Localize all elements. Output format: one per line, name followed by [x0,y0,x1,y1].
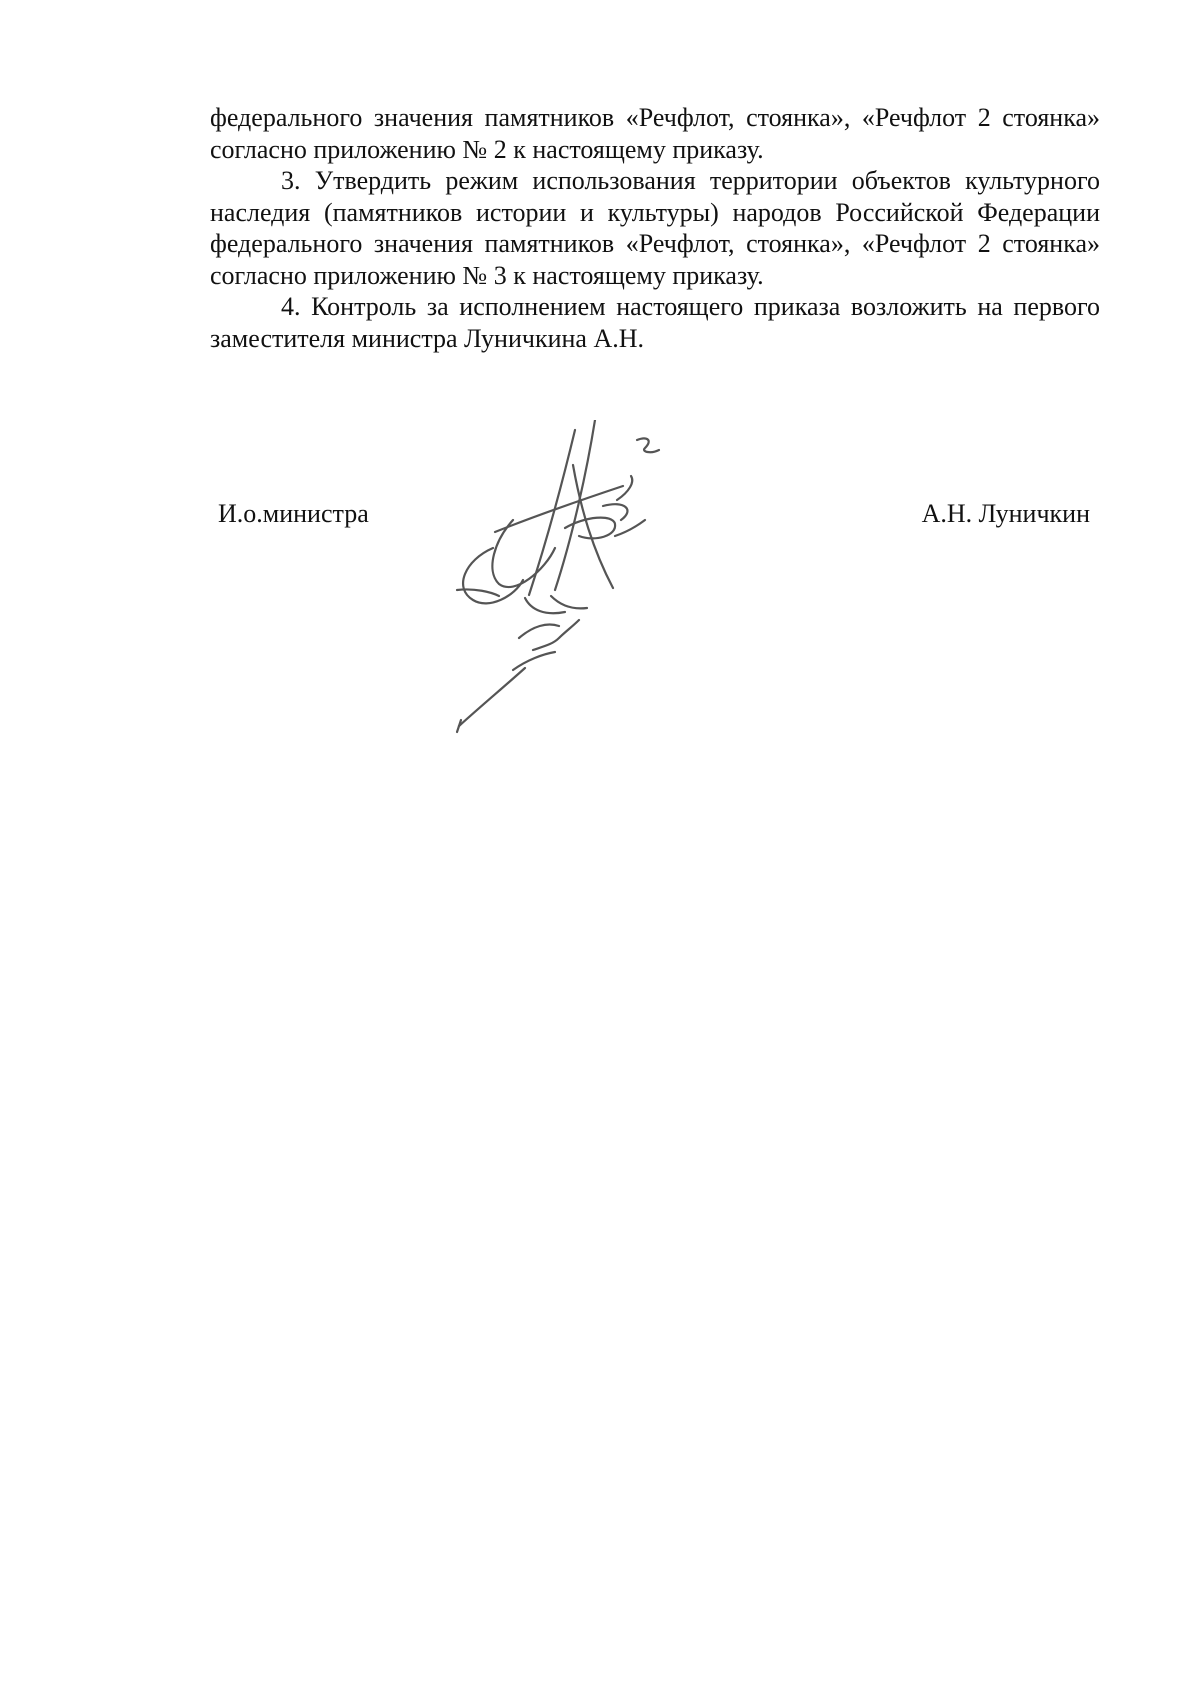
signatory-title: И.о.министра [218,499,369,528]
document-body [210,102,1100,354]
paragraph-item-4: 4. Контроль за исполнением настоящего приказа возложить на первого заместителя министра Луничкина А.Н. [210,292,1100,353]
paragraph-continuation: федерального значения памятников «Речфлот, стоянка», «Речфлот 2 стоянка» согласно приложению № 2 к настоящему приказу. [210,103,1100,164]
signatory-name: А.Н. Луничкин [921,499,1090,528]
paragraph-item-3: 3. Утвердить режим использования территории объектов культурного наследия (памятников истории и культуры) народов Российской Федерации федерального значения памятников «Речфлот, стоянка», «Речфлот 2 стоянка» согласно приложению № 3 к настоящему приказу. [210,166,1100,290]
handwritten-signature [455,420,755,770]
